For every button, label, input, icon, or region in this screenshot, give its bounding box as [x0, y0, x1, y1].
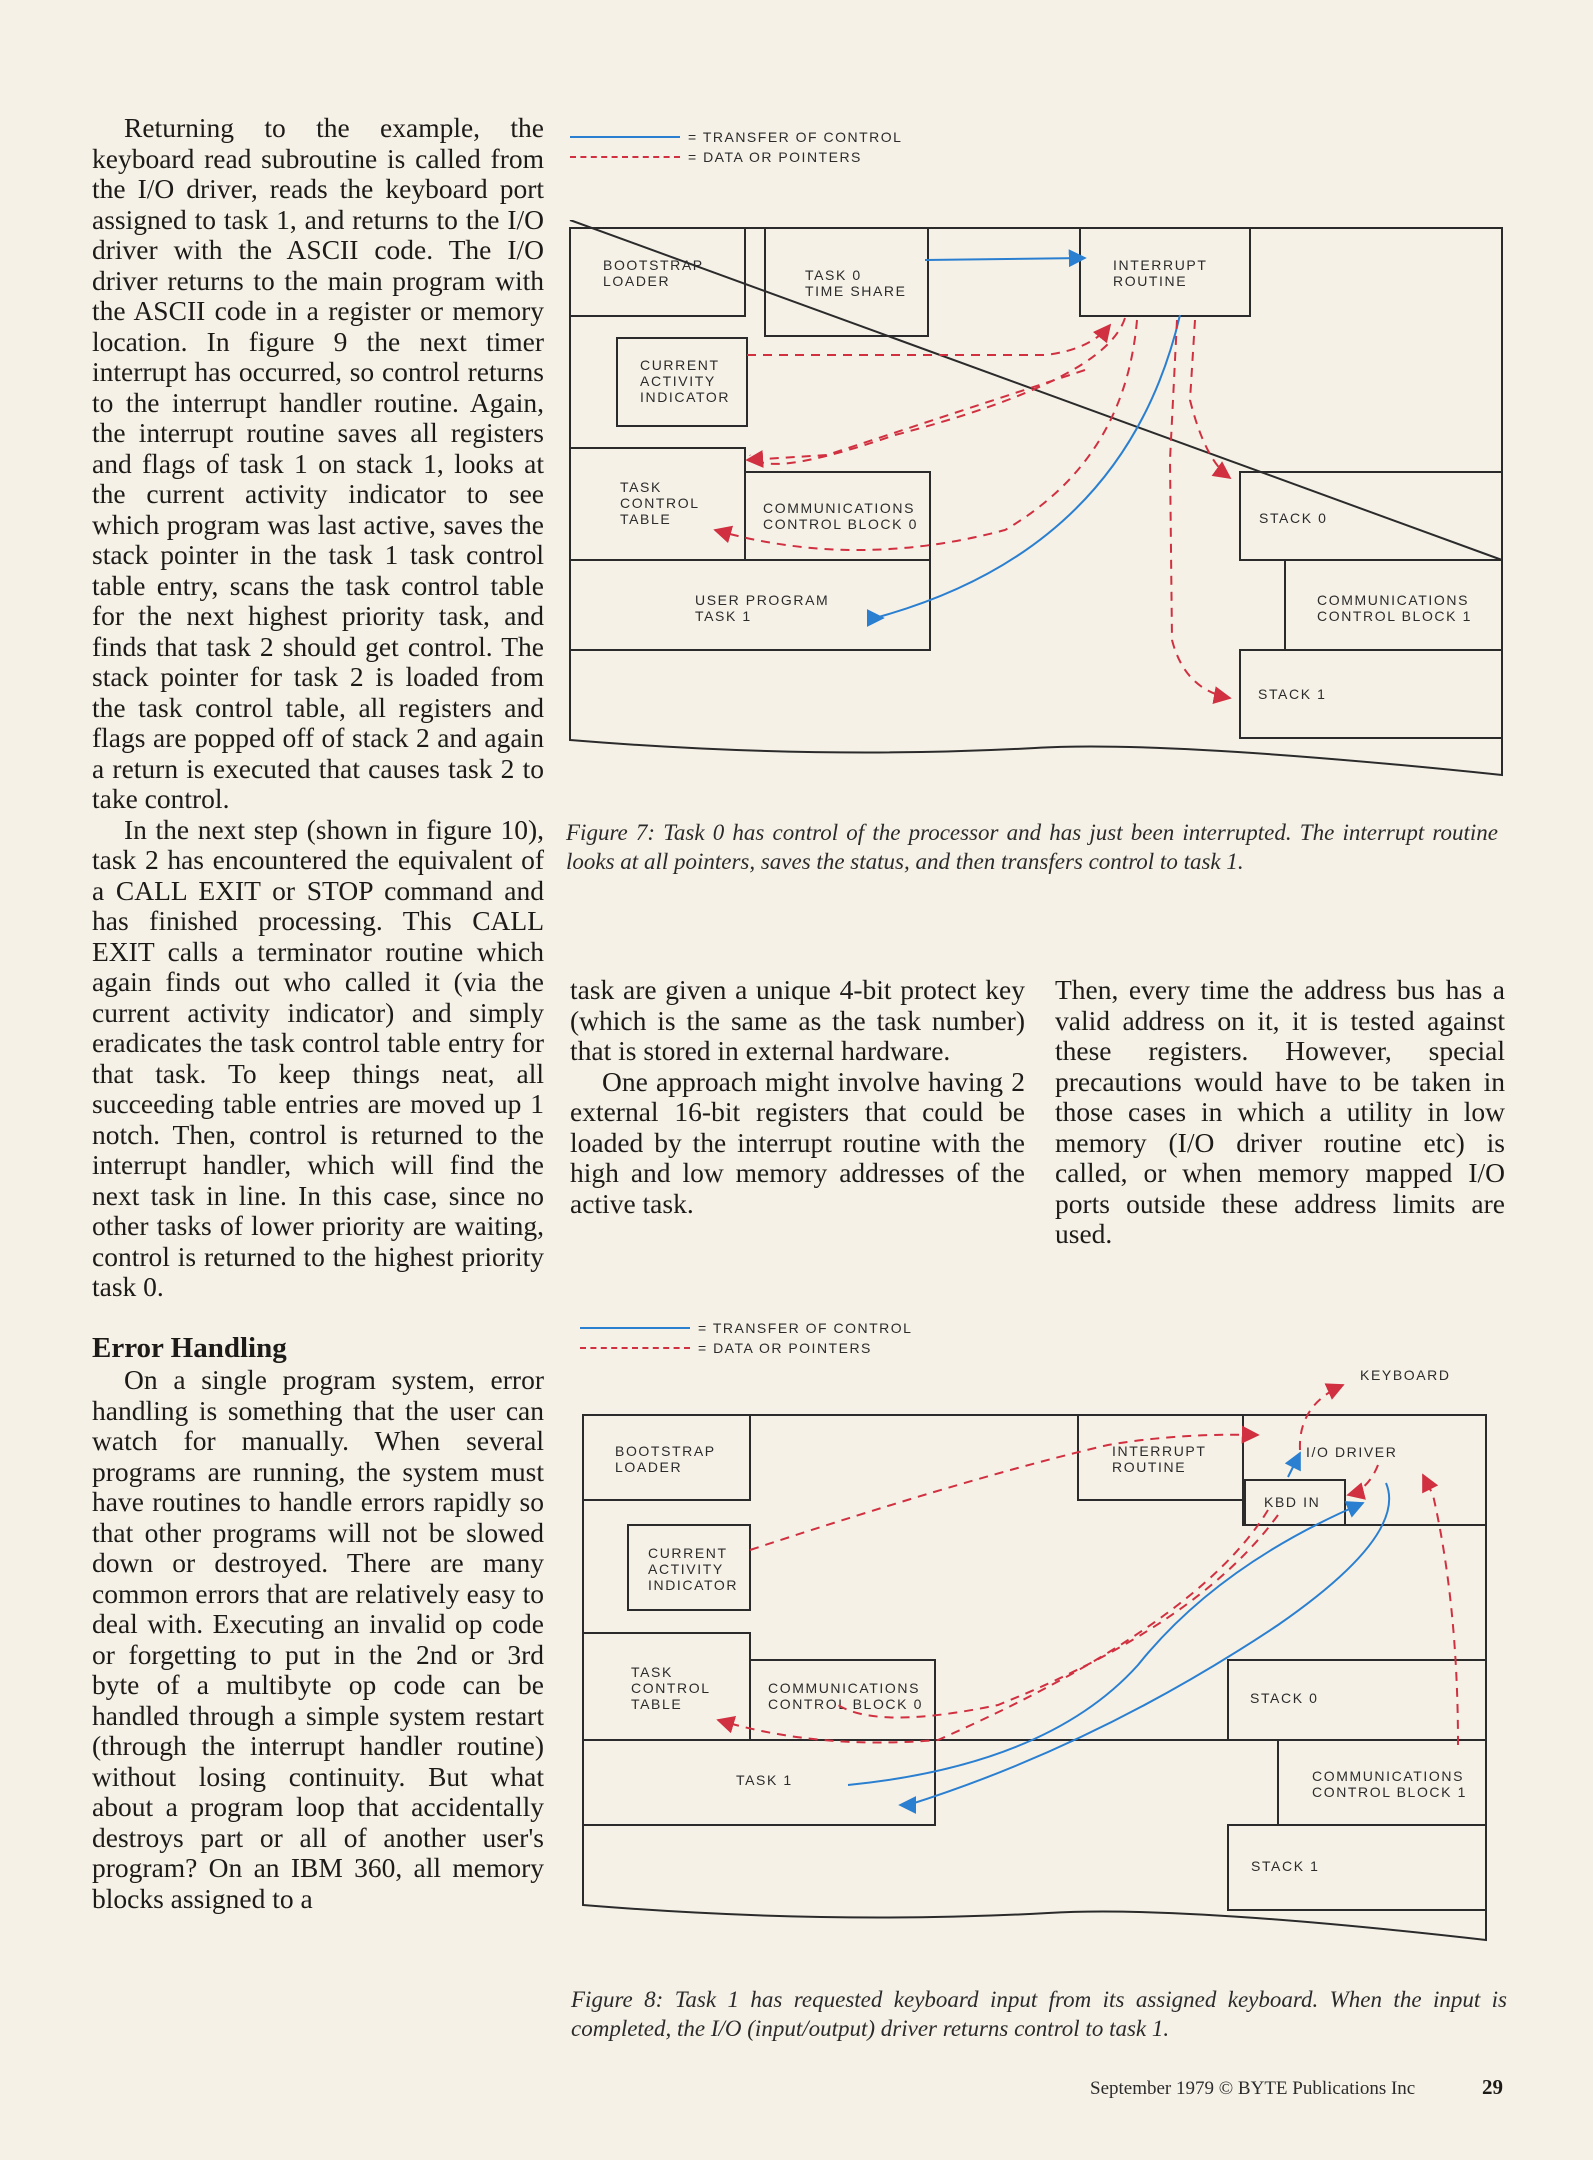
fig8-kbd-return-arrow: [1348, 1465, 1378, 1495]
fig7-task-label: TASK: [620, 479, 662, 495]
fig7-bootstrap-label: BOOTSTRAP: [603, 257, 704, 273]
fig8-keyboard-arrow: [1300, 1385, 1343, 1450]
fig8-stack0-label: STACK 0: [1250, 1690, 1319, 1706]
fig8-ccb1-label-2: CONTROL BLOCK 1: [1312, 1784, 1467, 1800]
fig8-keyboard-label: KEYBOARD: [1360, 1367, 1451, 1383]
fig8-activity-label: ACTIVITY: [648, 1561, 724, 1577]
fig8-driver-return-arrow: [900, 1483, 1389, 1805]
middle-column: [570, 975, 1025, 1219]
legend-transfer: = TRANSFER OF CONTROL: [698, 1320, 913, 1336]
fig7-control-label: CONTROL: [620, 495, 700, 511]
legend-data: = DATA OR POINTERS: [698, 1340, 872, 1356]
fig8-loader-label: LOADER: [615, 1459, 683, 1475]
fig8-ccb1-arrow: [1423, 1475, 1458, 1745]
left-paragraph-2: In the next step (shown in figure 10), task 2 has encountered the equivalent of a CALL EXIT or STOP command and has finished processing. This CALL EXIT calls a terminator routine which again finds out who called it (via the current activity indicator) and simply eradicates the task control table entry for that task. To keep things neat, all succeeding table entries are moved up 1 notch. Then, control is returned to the interrupt handler, which will find the next task in line. In this case, since no other tasks of lower priority are waiting, control is returned to the highest priority task 0.: [92, 813, 544, 1302]
fig7-loader-label: LOADER: [603, 273, 671, 289]
section-heading: Error Handling: [92, 1331, 287, 1364]
fig8-kbdin-label: KBD IN: [1264, 1494, 1321, 1510]
fig7-task0-label: TASK 0: [805, 267, 862, 283]
fig8-ccb0-label-2: CONTROL BLOCK 0: [768, 1696, 923, 1712]
fig8-bootstrap-label: BOOTSTRAP: [615, 1443, 716, 1459]
fig8-current-label: CURRENT: [648, 1545, 728, 1561]
fig8-memory-outline: [583, 1415, 1486, 1940]
fig7-user-program-label: USER PROGRAM: [695, 592, 830, 608]
fig7-activity-label: ACTIVITY: [640, 373, 716, 389]
fig8-routine-label: ROUTINE: [1112, 1459, 1187, 1475]
fig8-iodriver-label: I/O DRIVER: [1306, 1444, 1398, 1460]
fig7-stack1-arrow: [1170, 320, 1230, 698]
legend-transfer: = TRANSFER OF CONTROL: [688, 129, 903, 145]
fig7-stack0-label: STACK 0: [1259, 510, 1328, 526]
fig7-ccb0-label-2: CONTROL BLOCK 0: [763, 516, 918, 532]
figure8-caption: Figure 8: Task 1 has requested keyboard input from its assigned keyboard. When the input is completed, the I/O (input/output) driver returns control to task 1.: [571, 1987, 1507, 2041]
fig7-ccb1-label: COMMUNICATIONS: [1317, 592, 1470, 608]
figure7-caption: Figure 7: Task 0 has control of the processor and has just been interrupted. The interrupt routine looks at all pointers, saves the status, and then transfers control to task 1.: [566, 820, 1498, 874]
fig8-task-to-driver-arrow: [848, 1503, 1363, 1785]
figure7-legend: [570, 127, 902, 167]
fig7-cai-to-tct: [750, 318, 1125, 464]
fig7-current-label: CURRENT: [640, 357, 720, 373]
fig8-indicator-label: INDICATOR: [648, 1577, 739, 1593]
fig8-task-label: TASK: [631, 1664, 673, 1680]
right-paragraph-1: Then, every time the address bus has a valid address on it, it is tested against these registers. However, special precautions would have to be taken in those cases in which a utility in low memory (I/O driver routine etc) is called, or when memory mapped I/O ports outside these address limits are used.: [1055, 974, 1505, 1249]
fig8-task1-label: TASK 1: [736, 1772, 793, 1788]
fig7-tct-arrow: [747, 370, 1085, 460]
right-column: [1055, 975, 1505, 1250]
fig7-indicator-label: INDICATOR: [640, 389, 731, 405]
fig7-task1-label: TASK 1: [695, 608, 752, 624]
figure7-diagram: [565, 220, 1525, 795]
fig7-timeshare-label: TIME SHARE: [805, 283, 907, 299]
legend-data: = DATA OR POINTERS: [688, 149, 862, 165]
fig8-interrupt-label: INTERRUPT: [1112, 1443, 1207, 1459]
dashed-line-key: [580, 1347, 690, 1349]
left-paragraph-1: Returning to the example, the keyboard read subroutine is called from the I/O driver, reads the keyboard port assigned to task 1, and returns to the I/O driver with the ASCII code. The I/O driver returns to the main program with the ASCII code in a register or memory location. In figure 9 the next timer interrupt has occurred, so control returns to the interrupt handler routine. Again, the interrupt routine saves all registers and flags of task 1 on stack 1, looks at the current activity indicator to see which program was last active, saves the stack pointer in the task 1 task control table entry, scans the task control table for the next highest priority task, and finds that task 2 should get control. The stack pointer for task 2 is loaded from the task control table, all registers and flags are popped off of stack 2 and again a return is executed that causes task 2 to take control.: [92, 112, 544, 814]
left-paragraph-3: On a single program system, error handling is something that the user can watch for manually. When several programs are running, the system must have routines to handle errors rapidly so that other programs will not be slowed down or destroyed. There are many common errors that are relatively easy to deal with. Executing an invalid op code or forgetting to put in the 2nd or 3rd byte of a multibyte op code can be handled through a simple system restart (through the interrupt handler routine) without losing continuity. But what about a program loop that accidentally destroys part or all of another user's program? On an IBM 360, all memory blocks assigned to a: [92, 1364, 544, 1914]
fig8-control-label: CONTROL: [631, 1680, 711, 1696]
fig7-interrupt-label: INTERRUPT: [1113, 257, 1208, 273]
solid-line-key: [580, 1327, 690, 1329]
dashed-line-key: [570, 156, 680, 158]
fig7-stack1-label: STACK 1: [1258, 686, 1327, 702]
fig7-table-label: TABLE: [620, 511, 672, 527]
fig8-table-label: TABLE: [631, 1696, 683, 1712]
fig8-ccb1-label: COMMUNICATIONS: [1312, 1768, 1465, 1784]
fig8-kbd-to-driver-arrow: [1288, 1453, 1300, 1477]
figure8-legend: [580, 1318, 912, 1358]
fig7-memory-outline: [570, 228, 1502, 775]
left-column: [92, 113, 544, 1914]
middle-paragraph-1: task are given a unique 4-bit protect key (which is the same as the task number) that is stored in external hardware.: [570, 974, 1025, 1066]
fig7-ccb0-label: COMMUNICATIONS: [763, 500, 916, 516]
fig7-routine-label: ROUTINE: [1113, 273, 1188, 289]
fig7-ccb1-label-2: CONTROL BLOCK 1: [1317, 608, 1472, 624]
fig7-user-return-arrow: [875, 315, 1180, 618]
page-number: 29: [1482, 2075, 1503, 2099]
middle-paragraph-2: One approach might involve having 2 external 16-bit registers that could be loaded by the interrupt routine with the high and low memory addresses of the active task.: [570, 1065, 1025, 1219]
figure8-diagram: [578, 1365, 1528, 1960]
solid-line-key: [570, 136, 680, 138]
footer-credit: September 1979 © BYTE Publications Inc: [1090, 2078, 1416, 2099]
fig7-transfer-arrow: [925, 258, 1085, 260]
fig8-stack1-label: STACK 1: [1251, 1858, 1320, 1874]
fig8-ccb0-label: COMMUNICATIONS: [768, 1680, 921, 1696]
